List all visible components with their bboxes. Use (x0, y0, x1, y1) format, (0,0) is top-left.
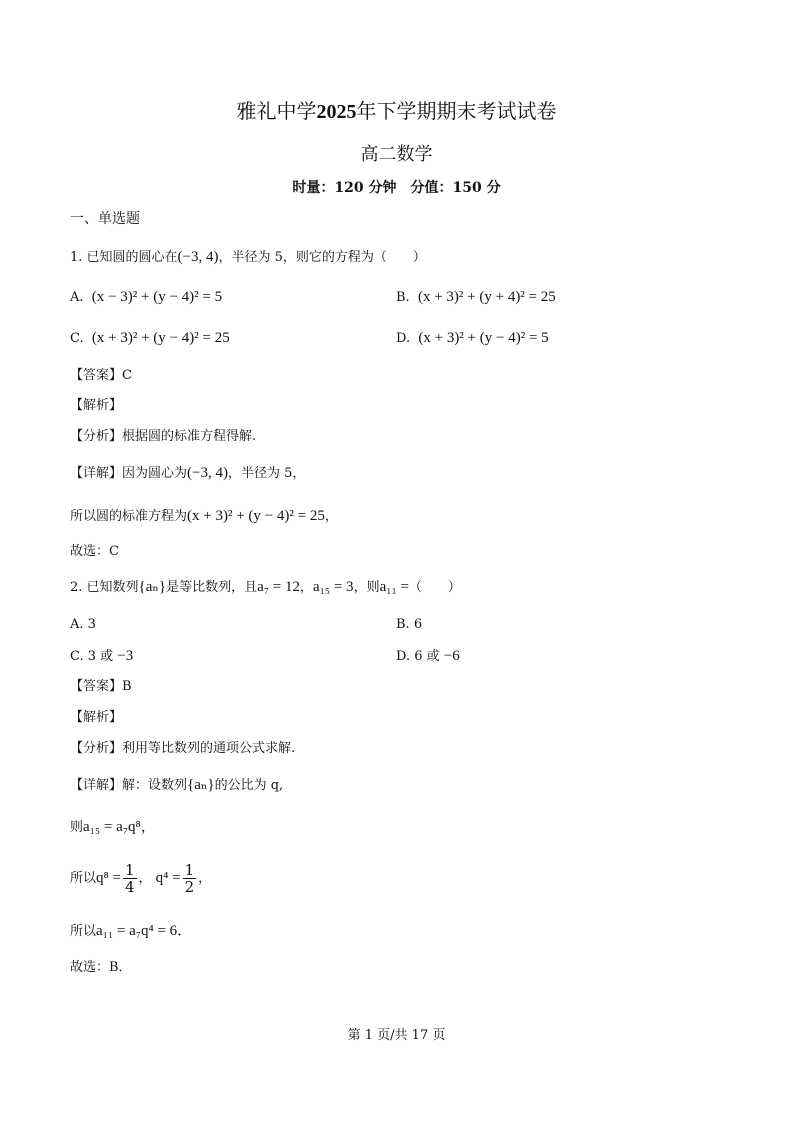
page-footer: 第 1 页/共 17 页 (347, 1028, 446, 1043)
exam-subject: 高二数学 (360, 144, 433, 165)
fraction-one-half: $\frac{1}{2}$ (184, 861, 195, 896)
fraction-one-quarter: $\frac{1}{4}$ (124, 861, 135, 896)
q2-option-d: D. 6 或 −6 (396, 648, 460, 664)
q1-option-a-formula: (x − 3)² + (y − 4)² = 5 (91, 289, 223, 305)
q1-option-b: B. (x + 3)² + (y + 4)² = 25 (396, 289, 556, 305)
title-rest: 年下学期期末考试试卷 (356, 99, 557, 123)
q1-option-a: A. (x − 3)² + (y − 4)² = 5 (70, 289, 223, 305)
q2-detail: 【详解】解：设数列{aₙ}的公比为 q, (70, 777, 284, 793)
q1-choose: 故选：C (70, 544, 119, 559)
q2-option-a: A. 3 (70, 617, 96, 632)
q1-equation: (x + 3)² + (y − 4)² = 25 (187, 508, 325, 524)
q1-option-b-formula: (x + 3)² + (y + 4)² = 25 (417, 289, 556, 305)
q1-center: (−3, 4) (177, 249, 219, 265)
section-heading: 一、单选题 (70, 211, 140, 227)
q1-stem: 1. 已知圆的圆心在(−3, 4)，半径为 5，则它的方程为（ ） (70, 249, 426, 265)
q2-fenxi: 【分析】利用等比数列的通项公式求解. (70, 741, 296, 756)
q1-option-d: D. (x + 3)² + (y − 4)² = 5 (396, 330, 549, 346)
q1-detail: 【详解】因为圆心为(−3, 4)，半径为 5， (70, 465, 306, 481)
title-school: 雅礼中学 (236, 99, 317, 123)
q2-analysis-heading: 【解析】 (70, 710, 123, 725)
q2-option-c: C. 3 或 −3 (70, 648, 134, 664)
q2-answer: 【答案】B (70, 679, 132, 694)
time-score-line: 时量：120 分钟 分值：150 分 (292, 180, 501, 196)
q1-answer: 【答案】C (70, 368, 132, 383)
q1-option-d-formula: (x + 3)² + (y − 4)² = 5 (418, 330, 549, 346)
q2-choose: 故选：B． (70, 960, 132, 975)
q2-step2: 所以q⁸ = $\frac{1}{4}$ ， q⁴ = $\frac{1}{2}$ ， (70, 861, 212, 896)
q2-option-b: B. 6 (396, 617, 423, 632)
q2-step1: 则a₁₅ = a₇q⁸， (70, 819, 156, 835)
q1-fenxi: 【分析】根据圆的标准方程得解. (70, 429, 257, 444)
q2-stem: 2. 已知数列{aₙ}是等比数列，且a₇ = 12，a₁₅ = 3，则a₁₁ =（ ） (70, 579, 461, 595)
q1-analysis-heading: 【解析】 (70, 398, 123, 413)
q1-option-c: C. (x + 3)² + (y − 4)² = 25 (70, 330, 230, 346)
q2-step3: 所以a₁₁ = a₇q⁴ = 6． (70, 923, 193, 939)
exam-title (0, 98, 793, 125)
title-year: 2025 (316, 101, 357, 123)
q1-option-c-formula: (x + 3)² + (y − 4)² = 25 (91, 330, 230, 346)
q1-equation-line: 所以圆的标准方程为(x + 3)² + (y − 4)² = 25， (70, 508, 338, 524)
